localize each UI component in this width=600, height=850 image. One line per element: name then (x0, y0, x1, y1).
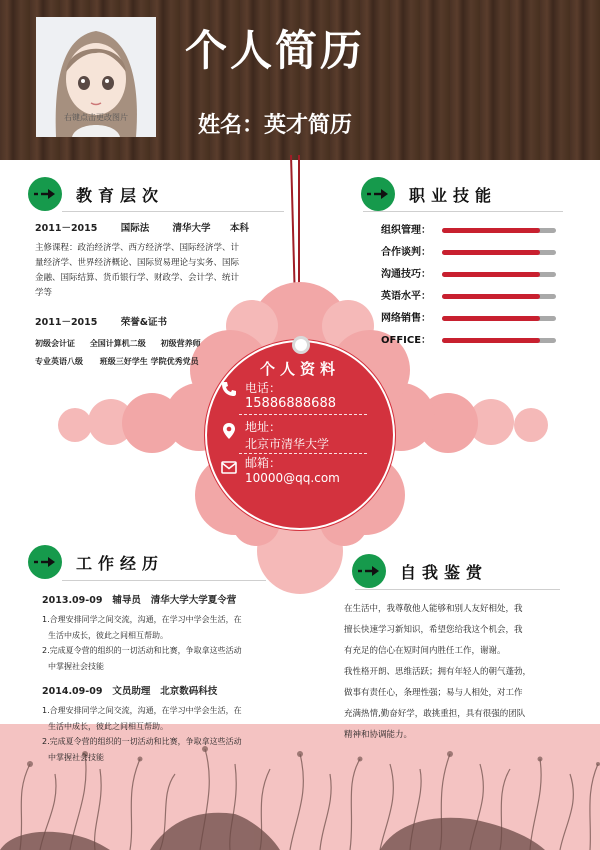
job-1-details: 1.合理安排同学之间交流，沟通，在学习中学会生活，在 生活中成长，彼此之间相互帮助。 2.完成夏令营的组织的一切活动和比赛，争取拿这些活动 中掌握社会技能 (42, 615, 242, 671)
skill-bar-fill (442, 272, 540, 277)
divider (239, 414, 367, 415)
photo-caption: 右键点击更改图片 (64, 113, 128, 122)
cert-row-1: 初级会计证 全国计算机二级 初级营养师 (35, 339, 201, 348)
name-line: 姓名：英才简历 (197, 113, 352, 138)
arrow-right-icon (28, 177, 62, 211)
skill-bar-fill (442, 316, 540, 321)
arrow-right-icon (28, 545, 62, 579)
avatar-photo[interactable] (36, 17, 156, 137)
skill-row: 沟通技巧： (381, 265, 561, 285)
skill-row: 合作谈判： (381, 243, 561, 263)
skill-bar-fill (442, 294, 540, 299)
section-education-heading (28, 177, 164, 211)
self-heading: 自我鉴赏 (400, 562, 489, 582)
job-1-header: 2013.09-09 辅导员 清华大学大学夏令营 (42, 595, 237, 606)
education-courses: 主修课程：政治经济学、西方经济学、国际经济学、计 量经济学、世界经济概论、国际贸易理论与实务、国际 金融、国际结算、货币银行学、财政学、会计学、统计 学等 (35, 243, 240, 298)
profile-title: 个人资料 (259, 360, 340, 378)
skill-bar-fill (442, 250, 540, 255)
education-entry-2: 2011－2015 荣誉&证书 (35, 317, 167, 328)
divider (363, 211, 563, 212)
skill-bar (442, 294, 556, 299)
envelope-icon (221, 461, 237, 477)
arrow-right-icon (352, 554, 386, 588)
job-2-header: 2014.09-09 文员助理 北京数码科技 (42, 686, 218, 697)
skill-bar (442, 272, 556, 277)
work-heading: 工作经历 (76, 553, 165, 573)
skill-bar-fill (442, 228, 540, 233)
skills-heading: 职业技能 (409, 185, 498, 205)
section-skills-heading (361, 177, 497, 211)
header-banner (0, 0, 600, 160)
skill-row: OFFICE： (381, 331, 561, 351)
skill-bar (442, 228, 556, 233)
address-value: 北京市清华大学 (245, 437, 330, 451)
section-self-heading (352, 554, 488, 588)
skill-row: 组织管理： (381, 221, 561, 241)
page-title: 个人简历 (184, 26, 365, 75)
education-entry-1: 2011－2015 国际法 清华大学 本科 (35, 223, 249, 234)
profile-phone (245, 379, 380, 411)
arrow-right-icon (361, 177, 395, 211)
divider (355, 589, 560, 590)
phone-icon (221, 381, 237, 400)
hanger-ring (292, 336, 310, 354)
section-work-heading (28, 545, 164, 579)
divider (62, 580, 266, 581)
phone-label: 电话： (245, 381, 282, 395)
skill-bar (442, 338, 556, 343)
self-description: 在生活中，我尊敬他人能够和别人友好相处，我 擅长快速学习新知识，希望您给我这个机会，我 有充足的信心在短时间内胜任工作，谢谢。 我性格开朗、思维活跃；拥有年轻人的朝气蓬勃， 做事有责任心，条理性强；易与人相处，对工作 充满热情,勤奋好学，敢挑重担，具有很强的团队 精神和协调能力。 (344, 604, 532, 740)
email-label: 邮箱： (245, 456, 282, 470)
cert-row-2: 专业英语八级 班级三好学生 学院优秀党员 (35, 357, 199, 366)
education-heading: 教育层次 (76, 185, 165, 205)
phone-value: 15886888688 (245, 396, 336, 411)
email-value[interactable]: 10000@qq.com (245, 471, 340, 485)
skill-row: 英语水平： (381, 287, 561, 307)
profile-email (245, 454, 380, 485)
address-label: 地址： (245, 420, 282, 434)
job-2-details: 1.合理安排同学之间交流，沟通，在学习中学会生活，在 生活中成长，彼此之间相互帮助。 2.完成夏令营的组织的一切活动和比赛，争取拿这些活动 中掌握社会技能 (42, 706, 242, 762)
skill-bar (442, 250, 556, 255)
skill-bar-fill (442, 338, 540, 343)
profile-address (245, 418, 380, 452)
skill-bar (442, 316, 556, 321)
location-pin-icon (221, 422, 237, 443)
divider (62, 211, 284, 212)
skill-row: 网络销售： (381, 309, 561, 329)
